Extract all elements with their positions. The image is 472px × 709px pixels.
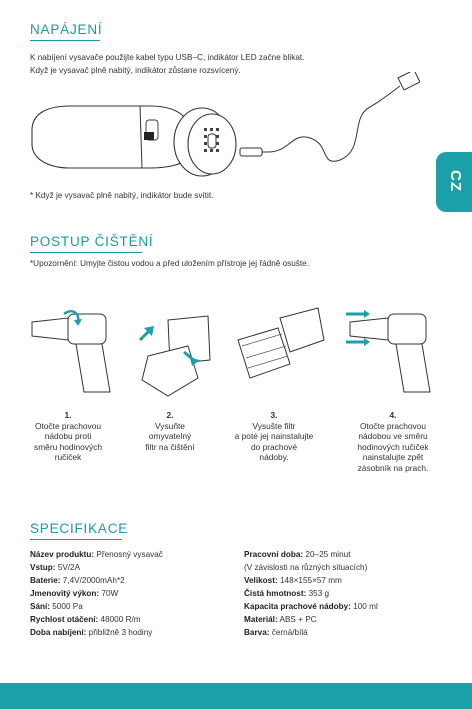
step-1-illustration	[32, 311, 110, 392]
spec-row: Kapacita prachové nádoby: 100 ml	[244, 602, 378, 611]
cleaning-steps-illustration	[28, 300, 448, 400]
charging-title: NAPÁJENÍ	[30, 22, 102, 37]
step-3-illustration	[238, 308, 324, 378]
step-2-illustration	[140, 316, 210, 396]
step-4-line: nádobou ve směru	[358, 431, 428, 442]
cleaning-warning: *Upozornění: Umyjte čistou vodou a před uložením přístroje jej řádně osušte.	[30, 259, 309, 268]
step-4-line: zásobník na prach.	[357, 462, 429, 473]
language-tab	[436, 152, 472, 212]
step-4	[345, 410, 441, 474]
spec-row: Velikost: 148×155×57 mm	[244, 576, 342, 585]
step-3-number: 3.	[270, 410, 278, 420]
spec-row: Jmenovitý výkon: 70W	[30, 589, 119, 598]
step-1-line: směru hodinových	[34, 441, 102, 452]
spec-row: (V závislosti na různých situacích)	[244, 563, 368, 572]
step-3-line: nádoby.	[259, 452, 289, 463]
charging-text-1: K nabíjení vysavače použijte kabel typu USB–C, indikátor LED začne blikat.	[30, 53, 305, 62]
step-2-line: omyvatelný	[148, 431, 192, 442]
charging-text-2: Když je vysavač plně nabitý, indikátor zůstane rozsvícený.	[30, 66, 241, 75]
spec-row: Vstup: 5V/2A	[30, 563, 81, 572]
step-4-line: nainstalujte zpět	[362, 452, 424, 463]
footer-bar	[0, 683, 472, 709]
spec-row: Sání: 5000 Pa	[30, 602, 83, 611]
step-2-line: filtr na čištění	[145, 441, 195, 452]
step-3-line: do prachové	[250, 441, 298, 452]
step-3-line: a poté jej nainstalujte	[234, 431, 314, 442]
step-1-line: ručiček	[54, 452, 82, 463]
language-tab-label: CZ	[447, 170, 464, 192]
step-2	[122, 410, 218, 452]
step-3	[224, 410, 324, 463]
step-4-illustration	[346, 310, 430, 392]
step-2-line: Vysuňte	[155, 420, 185, 431]
step-1-line: Otočte prachovou	[34, 420, 102, 431]
spec-row: Barva: černá/bílá	[244, 628, 308, 637]
step-4-line: hodinových ručiček	[357, 441, 429, 452]
spec-row: Název produktu: Přenosný vysavač	[30, 550, 163, 559]
step-1-number: 1.	[64, 410, 72, 420]
step-4-line: Otočte prachovou	[359, 420, 427, 431]
step-2-number: 2.	[166, 410, 174, 420]
specs-title: SPECIFIKACE	[30, 521, 128, 536]
filter-icon	[238, 328, 290, 378]
vacuum-charging-illustration	[30, 72, 420, 190]
spec-row: Doba nabíjení: přibližně 3 hodiny	[30, 628, 153, 637]
step-1	[20, 410, 116, 463]
cleaning-title: POSTUP ČIŠTĚNÍ	[30, 234, 153, 249]
step-3-line: Vysušte filtr	[252, 420, 296, 431]
step-4-number: 4.	[389, 410, 397, 420]
spec-row: Rychlost otáčení: 48000 R/m	[30, 615, 141, 624]
spec-row: Pracovní doba: 20–25 minut	[244, 550, 351, 559]
spec-row: Materiál: ABS + PC	[244, 615, 317, 624]
spec-row: Baterie: 7,4V/2000mAh*2	[30, 576, 125, 585]
charging-note: * Když je vysavač plně nabitý, indikátor bude svítit.	[30, 191, 214, 200]
usb-c-cable-icon	[240, 148, 262, 156]
spec-row: Čistá hmotnost: 353 g	[244, 589, 330, 598]
step-1-line: nádobu proti	[44, 431, 92, 442]
